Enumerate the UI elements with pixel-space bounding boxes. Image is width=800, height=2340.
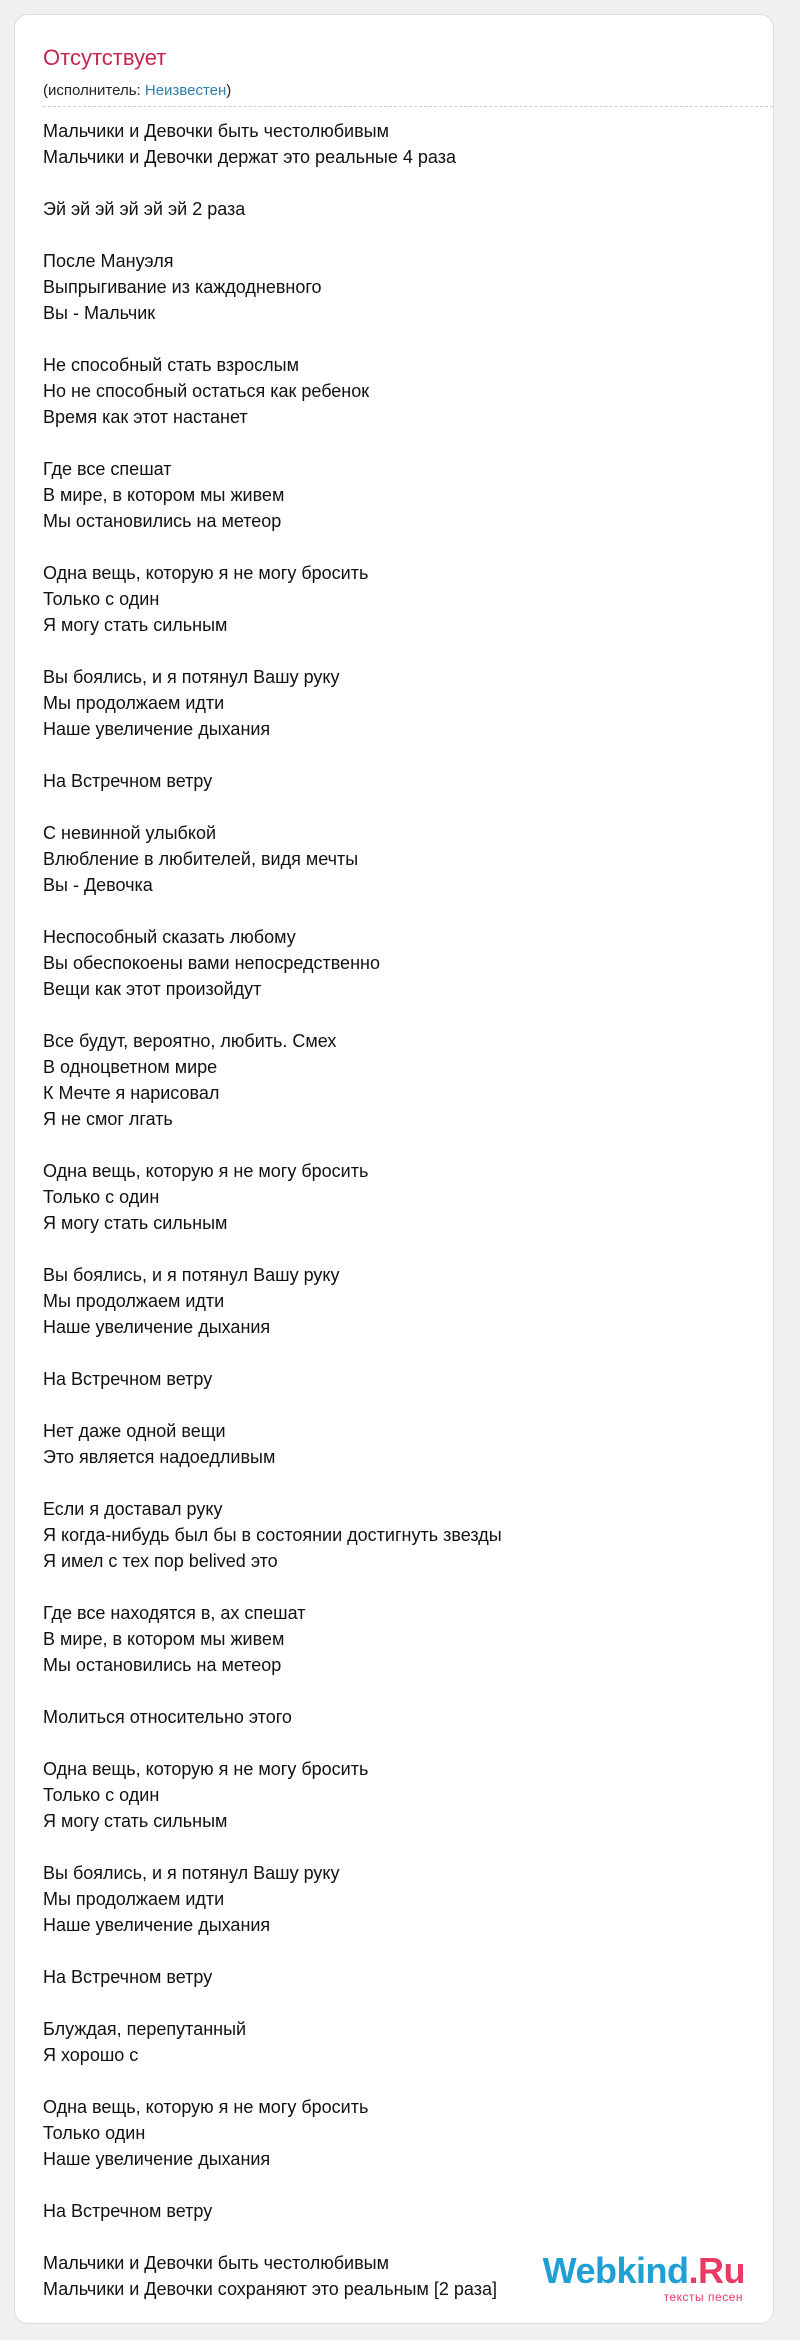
logo-webkind: Webkind (542, 2250, 689, 2291)
lyric-line: Я хорошо с (43, 2045, 139, 2065)
lyric-line: На Встречном ветру (43, 2201, 213, 2221)
lyric-line: Я могу стать сильным (43, 1811, 228, 1831)
lyric-blank-line (43, 222, 743, 248)
lyric-line: Вы - Мальчик (43, 303, 156, 323)
lyric-blank-line (43, 1470, 743, 1496)
lyric-line: На Встречном ветру (43, 771, 213, 791)
lyric-line: Мы продолжаем идти (43, 1291, 225, 1311)
artist-suffix: ) (226, 82, 232, 99)
lyric-line: В одноцветном мире (43, 1057, 218, 1077)
lyric-line: Эй эй эй эй эй эй 2 раза (43, 199, 246, 219)
lyric-line: Вы боялись, и я потянул Вашу руку (43, 667, 340, 687)
lyric-line: Только один (43, 2123, 146, 2143)
lyric-line: Одна вещь, которую я не могу бросить (43, 1759, 369, 1779)
lyric-blank-line (43, 1340, 743, 1366)
lyric-line: К Мечте я нарисовал (43, 1083, 220, 1103)
lyric-line: Я могу стать сильным (43, 1213, 228, 1233)
lyric-line: Одна вещь, которую я не могу бросить (43, 563, 369, 583)
lyric-blank-line (43, 2224, 743, 2250)
lyric-line: Мальчики и Девочки сохраняют это реальным [2 раза] (43, 2279, 497, 2299)
lyric-line: Влюбление в любителей, видя мечты (43, 849, 359, 869)
lyric-line: Наше увеличение дыхания (43, 2149, 271, 2169)
lyric-line: С невинной улыбкой (43, 823, 217, 843)
lyric-line: Если я доставал руку (43, 1499, 223, 1519)
lyric-line: В мире, в котором мы живем (43, 1629, 285, 1649)
lyric-blank-line (43, 2172, 743, 2198)
lyric-blank-line (43, 1678, 743, 1704)
lyric-line: Это является надоедливым (43, 1447, 276, 1467)
lyric-line: Вы боялись, и я потянул Вашу руку (43, 1863, 340, 1883)
lyric-line: Молиться относительно этого (43, 1707, 292, 1727)
lyric-line: Не способный стать взрослым (43, 355, 299, 375)
lyric-blank-line (43, 1392, 743, 1418)
lyric-line: Мальчики и Девочки быть честолюбивым (43, 2253, 389, 2273)
lyric-line: Неспособный сказать любому (43, 927, 296, 947)
lyric-line: Нет даже одной вещи (43, 1421, 226, 1441)
logo-wordmark (542, 2250, 745, 2291)
lyric-line: Время как этот настанет (43, 407, 248, 427)
lyric-line: Мальчики и Девочки держат это реальные 4 раза (43, 147, 456, 167)
lyrics-body (43, 118, 743, 2302)
lyric-blank-line (43, 1990, 743, 2016)
lyric-blank-line (43, 794, 743, 820)
webkind-logo[interactable] (542, 2250, 745, 2304)
lyric-blank-line (43, 534, 743, 560)
lyric-blank-line (43, 1236, 743, 1262)
lyric-blank-line (43, 1938, 743, 1964)
lyric-blank-line (43, 742, 743, 768)
lyric-line: Мы остановились на метеор (43, 511, 282, 531)
lyric-line: Я имел с тех пор belived это (43, 1551, 278, 1571)
lyric-line: Одна вещь, которую я не могу бросить (43, 1161, 369, 1181)
lyric-blank-line (43, 1834, 743, 1860)
lyric-line: Вы - Девочка (43, 875, 153, 895)
lyric-line: Мальчики и Девочки быть честолюбивым (43, 121, 389, 141)
lyric-line: Вы обеспокоены вами непосредственно (43, 953, 380, 973)
lyric-line: Я когда-нибудь был бы в состоянии достигнуть звезды (43, 1525, 502, 1545)
lyric-line: Мы продолжаем идти (43, 1889, 225, 1909)
lyric-blank-line (43, 898, 743, 924)
song-title: Отсутствует (43, 45, 167, 70)
artist-link[interactable]: Неизвестен (144, 82, 227, 99)
lyric-line: Мы остановились на метеор (43, 1655, 282, 1675)
lyric-line: Наше увеличение дыхания (43, 1915, 271, 1935)
lyric-line: Наше увеличение дыхания (43, 719, 271, 739)
lyric-blank-line (43, 2068, 743, 2094)
lyric-line: Вы боялись, и я потянул Вашу руку (43, 1265, 340, 1285)
lyric-blank-line (43, 1002, 743, 1028)
logo-tagline: тексты песен (663, 2290, 743, 2304)
lyric-line: Наше увеличение дыхания (43, 1317, 271, 1337)
header-divider (43, 106, 773, 107)
lyric-line: Где все спешат (43, 459, 172, 479)
lyric-blank-line (43, 430, 743, 456)
lyric-line: Блуждая, перепутанный (43, 2019, 247, 2039)
lyric-line: После Мануэля (43, 251, 174, 271)
lyric-line: Только с один (43, 1785, 160, 1805)
lyrics-card (14, 14, 774, 2324)
lyric-line: Одна вещь, которую я не могу бросить (43, 2097, 369, 2117)
lyric-line: Только с один (43, 589, 160, 609)
logo-tld: .Ru (688, 2250, 745, 2291)
lyric-blank-line (43, 170, 743, 196)
lyric-line: Я не смог лгать (43, 1109, 173, 1129)
lyric-line: Где все находятся в, ах спешат (43, 1603, 306, 1623)
lyric-line: Выпрыгивание из каждодневного (43, 277, 322, 297)
lyric-line: Мы продолжаем идти (43, 693, 225, 713)
lyric-blank-line (43, 1730, 743, 1756)
lyric-line: В мире, в котором мы живем (43, 485, 285, 505)
artist-prefix: (исполнитель: (43, 82, 145, 99)
lyric-line: На Встречном ветру (43, 1967, 213, 1987)
lyric-blank-line (43, 326, 743, 352)
lyric-line: Я могу стать сильным (43, 615, 228, 635)
lyric-line: Но не способный остаться как ребенок (43, 381, 370, 401)
lyric-blank-line (43, 1132, 743, 1158)
lyric-line: На Встречном ветру (43, 1369, 213, 1389)
lyric-line: Все будут, вероятно, любить. Смех (43, 1031, 337, 1051)
lyric-line: Только с один (43, 1187, 160, 1207)
lyric-blank-line (43, 1574, 743, 1600)
lyric-line: Вещи как этот произойдут (43, 979, 262, 999)
lyric-blank-line (43, 638, 743, 664)
artist-line (43, 81, 231, 101)
